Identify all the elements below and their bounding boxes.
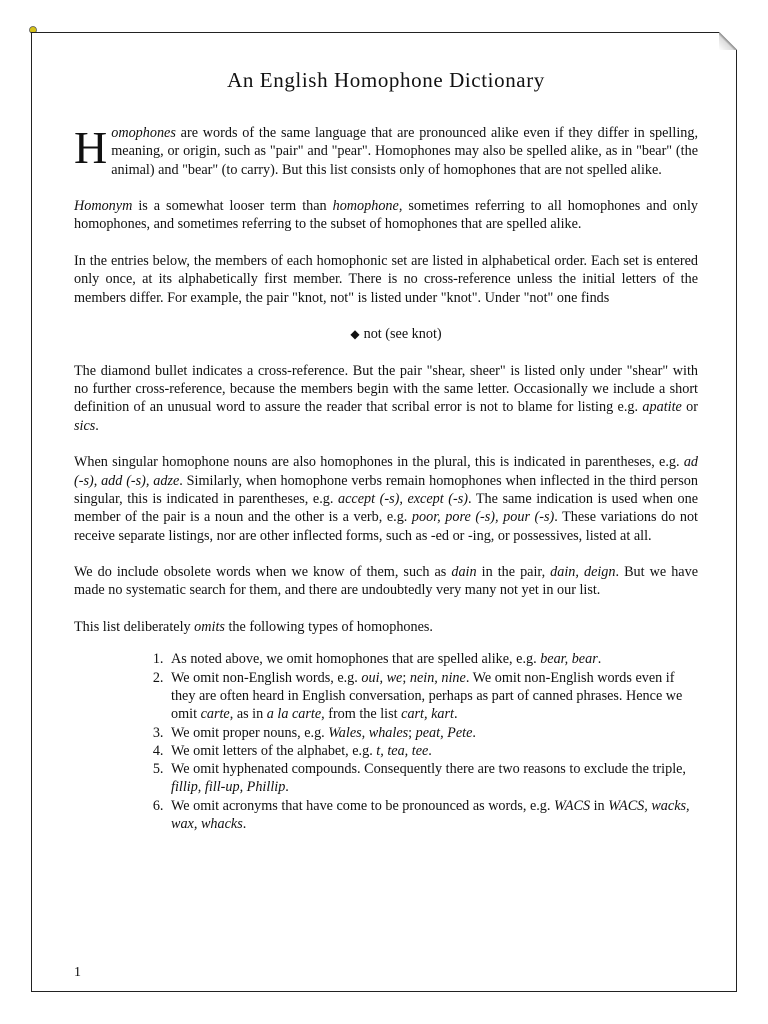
intro-term: omophones xyxy=(111,125,176,141)
entries-paragraph: In the entries below, the members of each homophonic set are listed in alphabetical order. Each set is entered only once, at its alphabetically first member. There is no cross-reference unless the initial letters of the members differ. For example, the pair "knot, not" is listed under "knot". Under "not" one finds xyxy=(74,253,698,306)
list-text: As noted above, we omit homophones that are spelled alike, e.g. xyxy=(171,651,541,668)
page-curl-corner xyxy=(719,32,737,50)
list-text: in xyxy=(590,797,609,814)
page-content xyxy=(74,67,698,833)
plural-text-3: . The same indication is used when one member of the pair is a noun and the other is a verb, e.g. xyxy=(74,490,699,526)
list-example: WACS xyxy=(554,797,591,814)
homonym-term: Homonym xyxy=(74,198,133,215)
list-item xyxy=(167,724,698,742)
period-text: . xyxy=(95,417,99,434)
list-example: Wales, whales xyxy=(328,724,409,741)
intro-text: are words of the same language that are pronounced alike even if they differ in spelling, meaning, or origin, such as "pair" and "pear". Homophones may also be spelled alike, as in "bear" (the animal) and "bear" (to carry). But this list consists only of homophones that are not spelled alike. xyxy=(111,125,698,178)
list-text: We omit non-English words, e.g. xyxy=(171,669,362,686)
page-title: An English Homophone Dictionary xyxy=(227,68,545,92)
list-item xyxy=(167,760,698,797)
plural-paragraph xyxy=(74,453,698,544)
homonym-text-a: is a somewhat looser term than xyxy=(132,198,333,215)
plural-text-1: When singular homophone nouns are also homophones in the plural, this is indicated in parentheses, e.g. xyxy=(74,454,684,471)
list-text: ; xyxy=(402,669,410,686)
list-text: We omit letters of the alphabet, e.g. xyxy=(171,742,377,759)
obsolete-text-2: in the pair, xyxy=(476,564,551,581)
list-text: ; xyxy=(408,724,416,741)
list-text: . xyxy=(472,724,476,741)
plural-example-3: poor, pore (-s), pour (-s) xyxy=(411,509,555,526)
document-page xyxy=(31,32,737,992)
list-text: We omit hyphenated compounds. Consequently there are two reasons to exclude the triple, xyxy=(171,761,686,778)
list-example: oui, we xyxy=(361,669,403,686)
list-example: a la carte xyxy=(266,706,322,723)
list-text: . xyxy=(428,742,432,759)
obsolete-example-1: dain xyxy=(451,564,477,581)
list-item xyxy=(167,669,698,724)
list-example: fillip, fill-up, Phillip xyxy=(171,779,286,796)
list-example: cart, kart xyxy=(401,706,454,723)
list-text: We omit proper nouns, e.g. xyxy=(171,724,329,741)
plural-example-2: accept (-s), except (-s) xyxy=(338,490,468,507)
crossref-text: not (see knot) xyxy=(363,326,442,343)
list-item xyxy=(167,797,698,834)
omits-emphasis: omits xyxy=(194,619,225,636)
homonym-paragraph xyxy=(74,197,698,234)
homophone-term: homophone xyxy=(332,198,399,215)
list-item xyxy=(167,650,698,668)
plural-text-4: . These variations do not receive separate listings, nor are other inflected forms, such as -ed or -ing, or possessives, listed at all. xyxy=(74,509,699,544)
list-example: carte xyxy=(200,706,230,723)
list-example: bear, bear xyxy=(540,651,598,668)
list-text: , from the list xyxy=(321,706,402,723)
list-example: t, tea, tee xyxy=(376,742,429,759)
list-text: . xyxy=(285,779,289,796)
list-text: . xyxy=(242,815,247,832)
omits-text-1: This list deliberately xyxy=(74,619,195,636)
list-text: . xyxy=(597,651,602,668)
omits-paragraph xyxy=(74,618,698,636)
omitted-types-list xyxy=(74,650,698,833)
list-text: , as in xyxy=(229,706,267,723)
diamond-text: The diamond bullet indicates a cross-reference. But the pair "shear, sheer" is listed only under "shear" with no further cross-reference, because the members begin with the same letter. Occasionally we include a short definition of an unusual word to assure the reader that scribal error is not to blame for listing e.g. xyxy=(74,362,698,416)
page-number: 1 xyxy=(74,965,81,980)
intro-paragraph xyxy=(74,124,698,179)
list-text: We omit acronyms that have come to be pronounced as words, e.g. xyxy=(171,797,554,814)
diamond-bullet-icon: ◆ xyxy=(350,327,360,342)
obsolete-example-2: dain, deign xyxy=(550,564,616,581)
list-example: WACS, wacks, wax, whacks xyxy=(171,797,690,832)
obsolete-text-1: We do include obsolete words when we know of them, such as xyxy=(74,564,452,581)
list-text: . xyxy=(453,706,458,723)
example-apatite: apatite xyxy=(642,399,682,416)
plural-example-1: ad (-s), add (-s), adze xyxy=(74,454,698,489)
diamond-paragraph xyxy=(74,362,698,435)
or-text: or xyxy=(681,399,699,416)
homonym-text-b: , sometimes referring to all homophones and only homophones, and sometimes referring to the subset of homophones that are spelled alike. xyxy=(74,198,698,233)
list-item xyxy=(167,742,698,760)
list-text: . We omit non-English words even if they are often heard in English conversation, perhaps as part of canned phrases. Hence we omit xyxy=(171,669,683,723)
crossref-example xyxy=(74,325,698,343)
drop-cap: H xyxy=(74,122,108,173)
omits-text-2: the following types of homophones. xyxy=(224,619,433,636)
obsolete-paragraph xyxy=(74,563,698,600)
list-example: peat, Pete xyxy=(415,724,473,741)
obsolete-text-3: . But we have made no systematic search for them, and there are undoubtedly very many not yet in our list. xyxy=(74,564,698,599)
list-example: nein, nine xyxy=(409,669,466,686)
example-sics: sics xyxy=(74,417,96,434)
plural-text-2: . Similarly, when homophone verbs remain homophones when inflected in the third person singular, this is indicated in parentheses, e.g. xyxy=(74,472,698,507)
